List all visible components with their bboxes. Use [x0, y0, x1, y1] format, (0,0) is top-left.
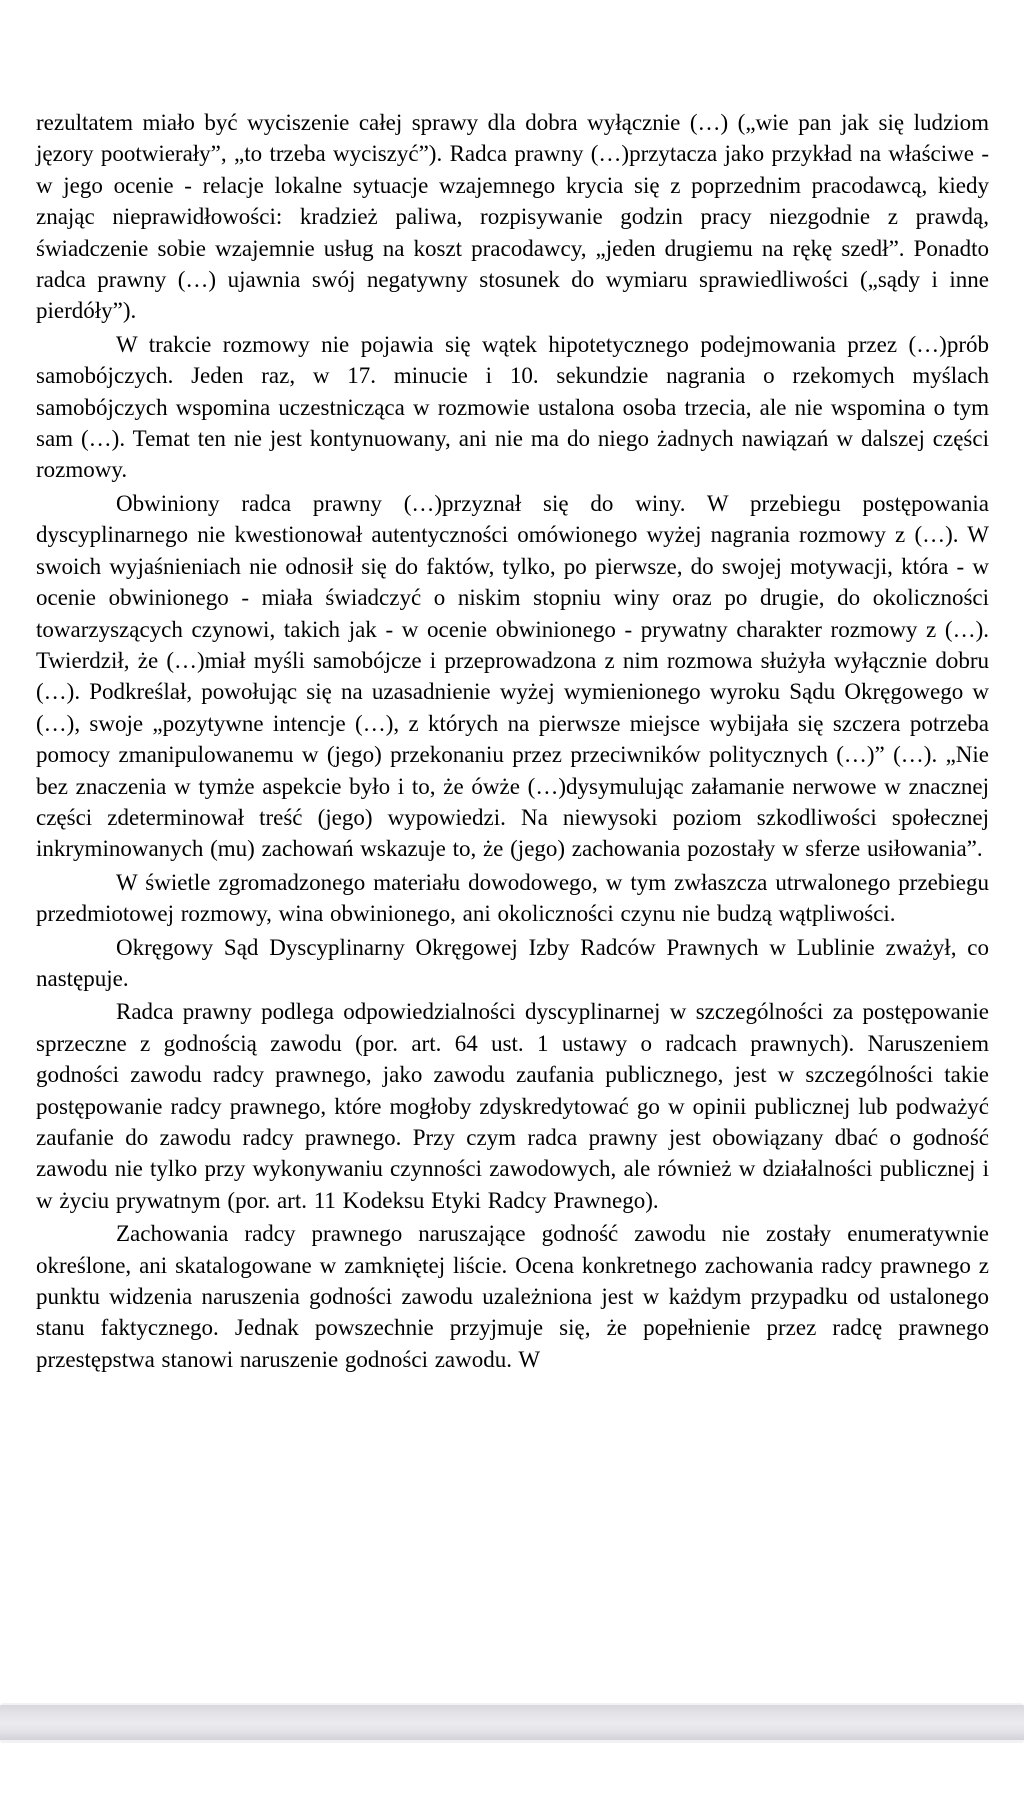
paragraph: Obwiniony radca prawny (…)przyznał się do winy. W przebiegu postępowania dyscyplinarnego nie kwestionował autentyczności omówionego wyżej nagrania rozmowy z (…). W swoich wyjaśnieniach nie odnosił się do faktów, tylko, po pierwsze, do swojej motywacji, która - w ocenie obwinionego - miała świadczyć o niskim stopniu winy oraz po drugie, do okoliczności towarzyszących czynowi, takich jak - w ocenie obwinionego - prywatny charakter rozmowy z (…). Twierdził, że (…)miał myśli samobójcze i przeprowadzona z nim rozmowa służyła wyłącznie dobru (…). Podkreślał, powołując się na uzasadnienie wyżej wymienionego wyroku Sądu Okręgowego w (…), swoje „pozytywne intencje (…), z których na pierwsze miejsce wybijała się szczera potrzeba pomocy zmanipulowanemu w (jego) przekonaniu przez przeciwników politycznych (…)” (…). „Nie bez znaczenia w tymże aspekcie było i to, że ówże (…)dysymulując załamanie nerwowe w znacznej części zdeterminował treść (jego) wypowiedzi. Na niewysoki poziom szkodliwości społecznej inkryminowanych (mu) zachowań wskazuje to, że (jego) zachowania pozostały w sferze usiłowania”.	[36, 490, 989, 862]
paragraph: W trakcie rozmowy nie pojawia się wątek hipotetycznego podejmowania przez (…)prób samobójczych. Jeden raz, w 17. minucie i 10. sekundzie nagrania o rzekomych myślach samobójczych wspomina uczestnicząca w rozmowie ustalona osoba trzecia, ale nie wspomina o tym sam (…). Temat ten nie jest kontynuowany, ani nie ma do niego żadnych nawiązań w dalszej części rozmowy.	[36, 331, 989, 483]
paragraph: Radca prawny podlega odpowiedzialności dyscyplinarnej w szczególności za postępowanie sprzeczne z godnością zawodu (por. art. 64 ust. 1 ustawy o radcach prawnych). Naruszeniem godności zawodu radcy prawnego, jako zawodu zaufania publicznego, jest w szczególności takie postępowanie radcy prawnego, które mogłoby zdyskredytować go w opinii publicznej lub podważyć zaufanie do zawodu radcy prawnego. Przy czym radca prawny jest obowiązany dbać o godność zawodu nie tylko przy wykonywaniu czynności zawodowych, ale również w działalności publicznej i w życiu prywatnym (por. art. 11 Kodeksu Etyki Radcy Prawnego).	[36, 999, 989, 1213]
horizontal-scrollbar[interactable]	[0, 1703, 1024, 1743]
paragraph: W świetle zgromadzonego materiału dowodowego, w tym zwłaszcza utrwalonego przebiegu przedmiotowej rozmowy, wina obwinionego, ani okoliczności czynu nie budzą wątpliwości.	[36, 869, 989, 927]
paragraph: Zachowania radcy prawnego naruszające godność zawodu nie zostały enumeratywnie określone, ani skatalogowane w zamkniętej liście. Ocena konkretnego zachowania radcy prawnego z punktu widzenia naruszenia godności zawodu uzależniona jest w każdym przypadku od ustalonego stanu faktycznego. Jednak powszechnie przyjmuje się, że popełnienie przez radcę prawnego przestępstwa stanowi naruszenie godności zawodu. W	[36, 1221, 989, 1372]
paragraph: rezultatem miało być wyciszenie całej sprawy dla dobra wyłącznie (…) („wie pan jak się ludziom jęzory pootwierały”, „to trzeba wyciszyć”). Radca prawny (…)przytacza jako przykład na właściwe - w jego ocenie - relacje lokalne sytuacje wzajemnego krycia się z poprzednim pracodawcą, kiedy znając nieprawidłowości: kradzież paliwa, rozpisywanie godzin pracy niezgodnie z prawdą, świadczenie sobie wzajemnie usług na koszt pracodawcy, „jeden drugiemu na rękę szedł”. Ponadto radca prawny (…) ujawnia swój negatywny stosunek do wymiaru sprawiedliwości („sądy i inne pierdóły”).	[36, 110, 989, 324]
document-body-text	[36, 107, 989, 1377]
paragraph: Okręgowy Sąd Dyscyplinarny Okręgowej Izby Radców Prawnych w Lublinie zważył, co następuje.	[36, 934, 989, 991]
